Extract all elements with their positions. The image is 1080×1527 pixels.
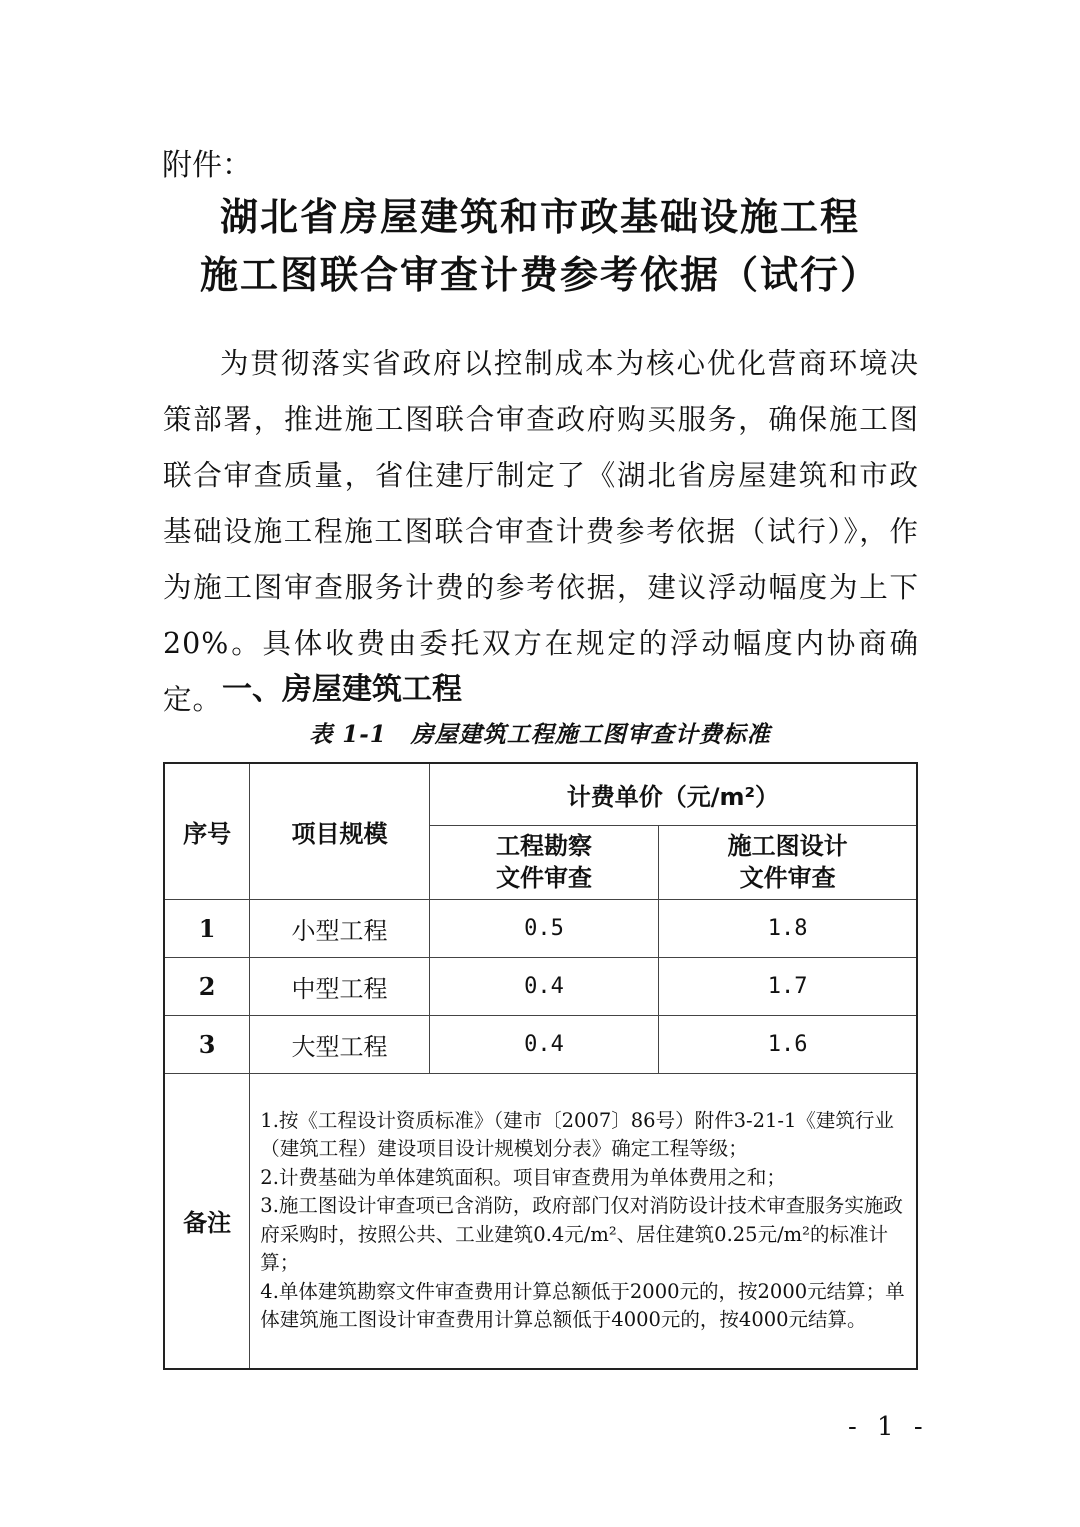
section-heading: 一、房屋建筑工程 xyxy=(222,672,462,707)
header-survey-review xyxy=(429,825,658,899)
document-title-line-2: 施工图联合审查计费参考依据（试行） xyxy=(199,252,880,297)
note-item: 1.按《工程设计资质标准》（建市〔2007〕86号）附件3-21-1《建筑行业（建筑工程）建设项目设计规模划分表》确定工程等级； xyxy=(260,1108,894,1161)
header-design-line-1: 施工图设计 xyxy=(727,832,848,860)
row-seq: 3 xyxy=(164,1015,250,1073)
note-item: 2.计费基础为单体建筑面积。项目审查费用为单体费用之和； xyxy=(260,1165,786,1189)
header-design-line-2: 文件审查 xyxy=(739,864,836,892)
row-survey-price: 0.4 xyxy=(429,957,658,1015)
note-item: 4.单体建筑勘察文件审查费用计算总额低于2000元的，按2000元结算；单体建筑施工图设计审查费用计算总额低于4000元的，按4000元结算。 xyxy=(260,1279,905,1332)
notes-row xyxy=(164,1073,917,1369)
table-row xyxy=(164,1015,917,1073)
row-scale: 中型工程 xyxy=(250,957,429,1015)
row-design-price: 1.7 xyxy=(659,957,917,1015)
row-survey-price: 0.5 xyxy=(429,899,658,957)
table-row xyxy=(164,957,917,1015)
document-title-line-1: 湖北省房屋建筑和市政基础设施工程 xyxy=(219,194,860,239)
row-scale: 小型工程 xyxy=(250,899,429,957)
header-seq: 序号 xyxy=(164,763,250,899)
note-item: 3.施工图设计审查项已含消防，政府部门仅对消防设计技术审查服务实施政府采购时，按照公共、工业建筑0.4元/m²、居住建筑0.25元/m²的标准计算； xyxy=(260,1194,903,1275)
attachment-label: 附件： xyxy=(162,148,252,183)
notes-label: 备注 xyxy=(164,1073,250,1369)
row-survey-price: 0.4 xyxy=(429,1015,658,1073)
row-seq: 1 xyxy=(164,899,250,957)
row-design-price: 1.6 xyxy=(659,1015,917,1073)
header-survey-line-1: 工程勘察 xyxy=(495,832,592,860)
intro-paragraph: 为贯彻落实省政府以控制成本为核心优化营商环境决策部署，推进施工图联合审查政府购买服务，确保施工图联合审查质量，省住建厅制定了《湖北省房屋建筑和市政基础设施工程施工图联合审查计费参考依据（试行）》，作为施工图审查服务计费的参考依据，建议浮动幅度为上下20%。具体收费由委托双方在规定的浮动幅度内协商确定。 xyxy=(163,347,919,716)
header-unit-price: 计费单价（元/m²） xyxy=(429,763,917,825)
row-seq: 2 xyxy=(164,957,250,1015)
table-header-row-1 xyxy=(164,763,917,825)
table-row xyxy=(164,899,917,957)
header-survey-line-2: 文件审查 xyxy=(495,864,592,892)
notes-content xyxy=(250,1073,917,1369)
header-design-review xyxy=(659,825,917,899)
page-number: - 1 - xyxy=(848,1412,929,1442)
table-caption: 表 1-1 房屋建筑工程施工图审查计费标准 xyxy=(309,721,771,748)
header-scale: 项目规模 xyxy=(250,763,429,899)
row-design-price: 1.8 xyxy=(659,899,917,957)
row-scale: 大型工程 xyxy=(250,1015,429,1073)
fee-standard-table xyxy=(163,762,918,1370)
